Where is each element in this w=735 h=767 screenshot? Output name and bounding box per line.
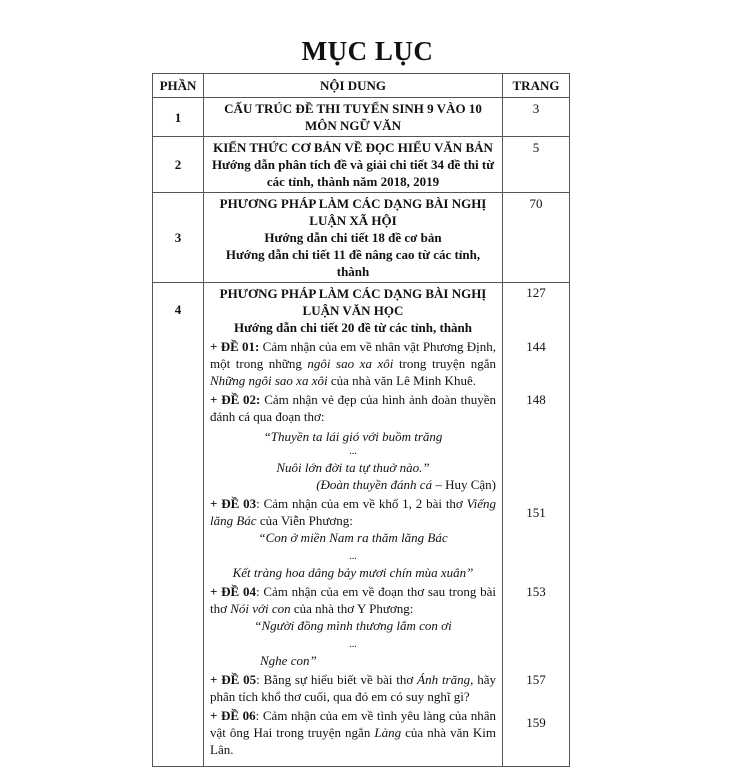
list-item [153, 390, 570, 494]
text: Cảm nhận vẻ đẹp của hình ảnh đoàn thuyền đánh cá qua đoạn thơ: [210, 392, 496, 424]
source-line [210, 476, 496, 493]
text: : Cảm nhận của em về khổ 1, 2 bài thơ [256, 496, 467, 511]
header-part: PHẦN [153, 74, 204, 98]
verse-line: Kết tràng hoa dâng bảy mươi chín mùa xuân” [232, 565, 474, 580]
text: của nhà văn Kim Lân. [210, 725, 496, 757]
page-number: 5 [503, 137, 570, 193]
section-heading: PHƯƠNG PHÁP LÀM CÁC DẠNG BÀI NGHỊ LUẬN VĂN HỌC [219, 286, 487, 318]
verse-line: Nuôi lớn đời ta tự thuở nào.” [276, 460, 430, 475]
text: – Huy Cận) [432, 477, 496, 492]
exercise-label: + ĐỀ 04 [210, 584, 256, 599]
verse-line: Nghe con” [260, 653, 317, 668]
italic-text: Nói với con [230, 601, 291, 616]
page-number: 144 [503, 337, 570, 390]
part-number: 3 [153, 193, 204, 283]
table-row [153, 193, 570, 283]
content-cell [204, 193, 503, 283]
page-number: 153 [503, 582, 570, 670]
page-number: 159 [503, 706, 570, 767]
content-cell [204, 98, 503, 137]
content-cell [204, 283, 503, 338]
table-row [153, 98, 570, 137]
verse-line: “Người đồng mình thương lắm con ơi [254, 618, 452, 633]
page-number: 148 [503, 390, 570, 494]
text: trong truyện ngắn [393, 356, 496, 371]
list-item [153, 494, 570, 582]
italic-text: Làng [374, 725, 402, 740]
page-number: 70 [503, 193, 570, 283]
table-row [153, 137, 570, 193]
section-subheading: Hướng dẫn chi tiết 11 đề nâng cao từ các tỉnh, thành [225, 247, 481, 279]
italic-text: Những ngôi sao xa xôi [210, 373, 328, 388]
ellipsis: ... [349, 639, 357, 650]
exercise-label: + ĐỀ 05 [210, 672, 257, 687]
text: : Bằng sự hiểu biết về bài thơ [256, 672, 418, 687]
text: của Viễn Phương: [256, 513, 353, 528]
text: , hãy phân tích khổ thơ cuối, qua đó em có suy nghĩ gì? [210, 672, 496, 704]
italic-text: ngôi sao xa xôi [307, 356, 394, 371]
exercise-text [204, 582, 503, 670]
exercise-text [204, 494, 503, 582]
list-item [153, 706, 570, 767]
text: : Cảm nhận của em về đoạn thơ sau trong bài thơ [210, 584, 496, 616]
text: của nhà thơ Y Phương: [290, 601, 414, 616]
section-heading: PHƯƠNG PHÁP LÀM CÁC DẠNG BÀI NGHỊ LUẬN XÃ HỘI [219, 196, 487, 228]
exercise-text [204, 390, 503, 494]
section-heading: CẤU TRÚC ĐỀ THI TUYỂN SINH 9 VÀO 10 MÔN NGỮ VĂN [224, 101, 482, 133]
exercise-text [204, 337, 503, 390]
list-item [153, 337, 570, 390]
section-subheading: Hướng dẫn chi tiết 18 đề cơ bản [264, 230, 442, 245]
verse-line: “Con ở miền Nam ra thăm lăng Bác [258, 530, 448, 545]
list-item [153, 582, 570, 670]
header-page: TRANG [503, 74, 570, 98]
page-number: 127 [503, 283, 570, 338]
header-content: NỘI DUNG [204, 74, 503, 98]
verse-line: “Thuyền ta lái gió với buồm trăng [263, 429, 443, 444]
page-number: 157 [503, 670, 570, 706]
exercise-label: + ĐỀ 06 [210, 708, 256, 723]
ellipsis: ... [349, 446, 357, 457]
page-title: MỤC LỤC [301, 36, 434, 66]
part-number: 1 [153, 98, 204, 137]
page-number: 151 [503, 494, 570, 582]
table-of-contents [152, 73, 570, 767]
text: của nhà văn Lê Minh Khuê. [327, 373, 476, 388]
exercise-label: + ĐỀ 01: [210, 339, 260, 354]
part-number: 4 [153, 283, 204, 767]
section-subheading: Hướng dẫn phân tích đề và giải chi tiết 34 đề thi từ các tỉnh, thành năm 2018, 2019 [211, 157, 495, 189]
content-cell [204, 137, 503, 193]
table-header [153, 74, 570, 98]
exercise-label: + ĐỀ 03 [210, 496, 257, 511]
italic-text: Ánh trăng [417, 672, 471, 687]
exercise-text [204, 706, 503, 767]
section-subheading: Hướng dẫn chi tiết 20 đề từ các tỉnh, thành [233, 320, 473, 335]
list-item [153, 670, 570, 706]
page-number: 3 [503, 98, 570, 137]
table-row [153, 283, 570, 338]
exercise-text [204, 670, 503, 706]
text: Cảm nhận của em về nhân vật Phương Định, một trong những [210, 339, 496, 371]
ellipsis: ... [349, 551, 357, 562]
section-heading: KIẾN THỨC CƠ BẢN VỀ ĐỌC HIỂU VĂN BẢN [213, 140, 493, 155]
text: : Cảm nhận của em về tình yêu làng của nhân vật ông Hai trong truyện ngắn [210, 708, 496, 740]
part-number: 2 [153, 137, 204, 193]
italic-text: (Đoàn thuyền đánh cá [316, 477, 433, 492]
italic-text: Viếng lăng Bác [210, 496, 497, 528]
exercise-label: + ĐỀ 02: [210, 392, 261, 407]
